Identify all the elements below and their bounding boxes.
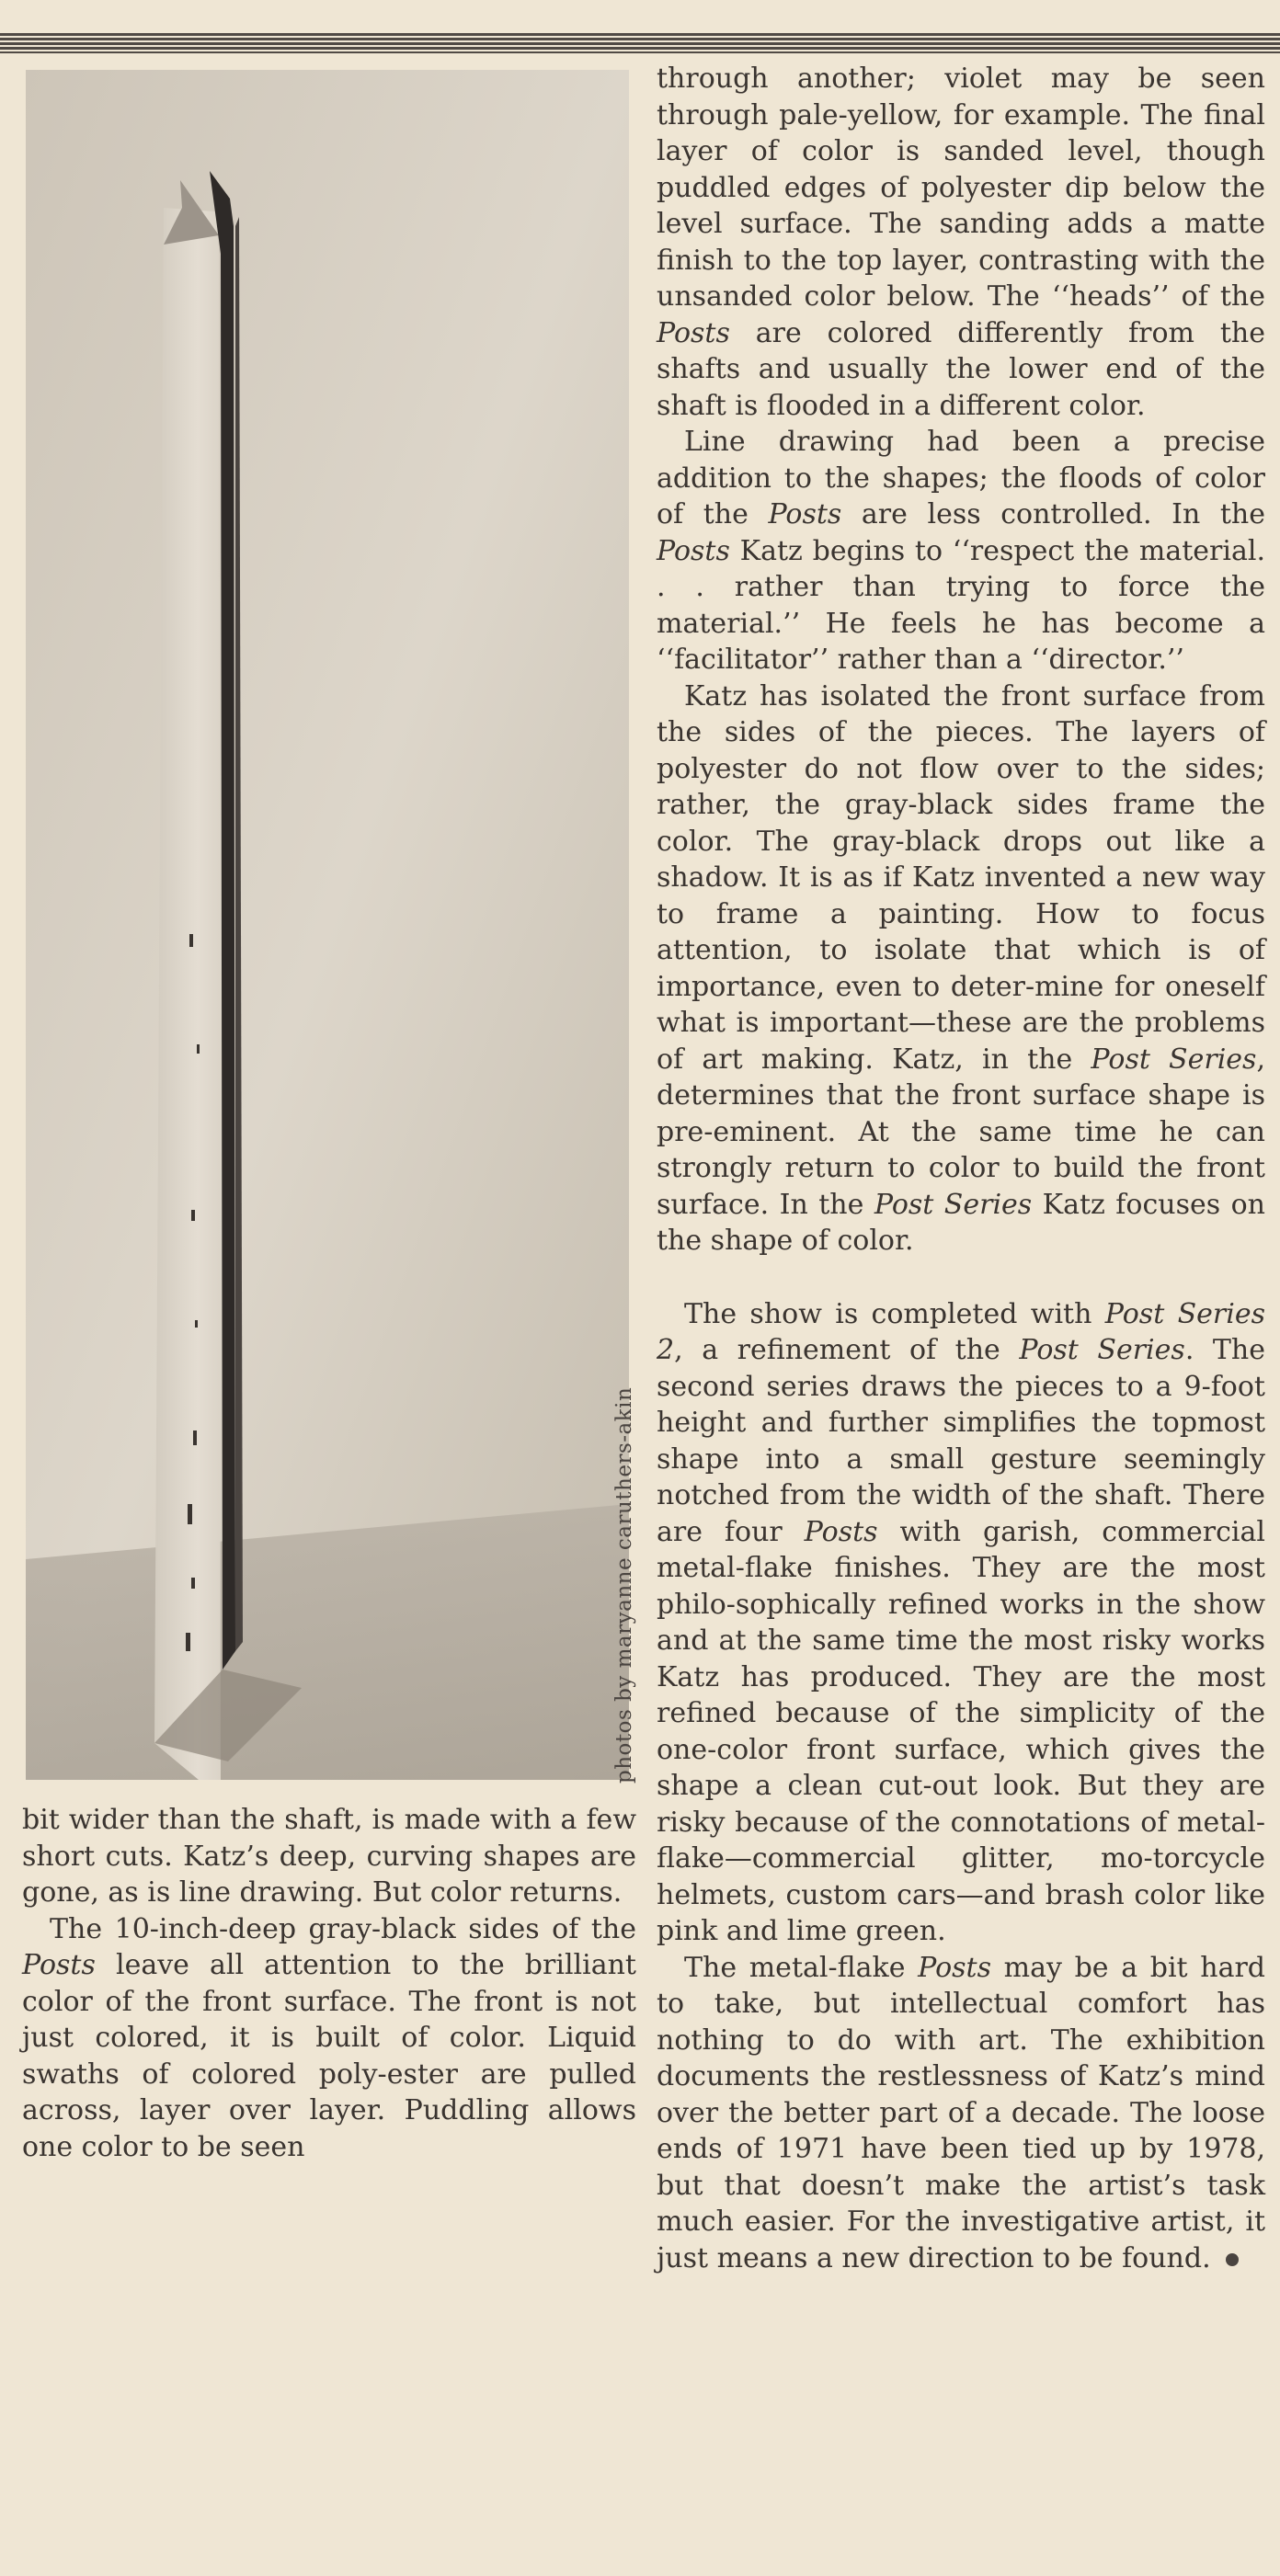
photo-credit: photos by maryanne caruthers-akin <box>612 1386 636 1784</box>
paragraph: bit wider than the shaft, is made with a few short cuts. Katz’s deep, curving shapes are gone, as is line drawing. But color returns. <box>22 1804 636 1909</box>
sculpture-photo <box>26 70 629 1780</box>
right-column <box>657 61 1265 2276</box>
top-rule <box>0 33 1280 53</box>
paragraph: The metal-flake Posts may be a bit hard to take, but intellectual comfort has nothing to do with art. The exhibition documents the restlessness of Katz’s mind over the better part of a decade. The loose ends of 1971 have been tied up by 1978, but that doesn’t make the artist’s task much easier. For the investigative artist, it just means a new direction to be found. <box>657 1951 1266 2274</box>
paragraph: The show is completed with Post Series 2, a refinement of the Post Series. The second series draws the pieces to a 9-foot height and further simplifies the topmost shape into a small gesture seemingly notched from the width of the shaft. There are four Posts with garish, commercial metal-flake finishes. They are the most philo-sophically refined works in the show and at the same time the most risky works Katz has produced. They are the most refined because of the simplicity of the one-color front surface, which gives the shape a clean cut-out look. But they are risky because of the connotations of metal-flake—commercial glitter, mo-torcycle helmets, custom cars—and brash color like pink and lime green. <box>657 1297 1265 1947</box>
paragraph: Katz has isolated the front surface from the sides of the pieces. The layers of polyester do not flow over to the sides; rather, the gray-black sides frame the color. The gray-black drops out like a shadow. It is as if Katz invented a new way to frame a painting. How to focus attention, to isolate that which is of importance, even to deter-mine for oneself what is important—these are the problems of art making. Katz, in the Post Series, determines that the front surface shape is pre-eminent. At the same time he can strongly return to color to build the front surface. In the Post Series Katz focuses on the shape of color. <box>657 679 1265 1257</box>
left-column <box>22 1802 636 2165</box>
paragraph: through another; violet may be seen through pale-yellow, for example. The final layer of color is sanded level, though puddled edges of polyester dip below the level surface. The sanding adds a matte finish to the top layer, contrasting with the unsanded color below. The ‘‘heads’’ of the Posts are colored differently from the shafts and usually the lower end of the shaft is flooded in a different color. <box>657 63 1265 422</box>
end-mark-icon <box>1226 2253 1239 2266</box>
paragraph: The 10-inch-deep gray-black sides of the Posts leave all attention to the brilliant color of the front surface. The front is not just colored, it is built of color. Liquid swaths of colored poly-ester are pulled across, layer over layer. Puddling allows one color to be seen <box>22 1912 636 2163</box>
paragraph: Line drawing had been a precise addition to the shapes; the floods of color of the Posts are less controlled. In the Posts Katz begins to ‘‘respect the material. . . rather than trying to force the material.’’ He feels he has become a ‘‘facilitator’’ rather than a ‘‘director.’’ <box>657 426 1265 676</box>
post-sculpture-image <box>26 70 629 1780</box>
